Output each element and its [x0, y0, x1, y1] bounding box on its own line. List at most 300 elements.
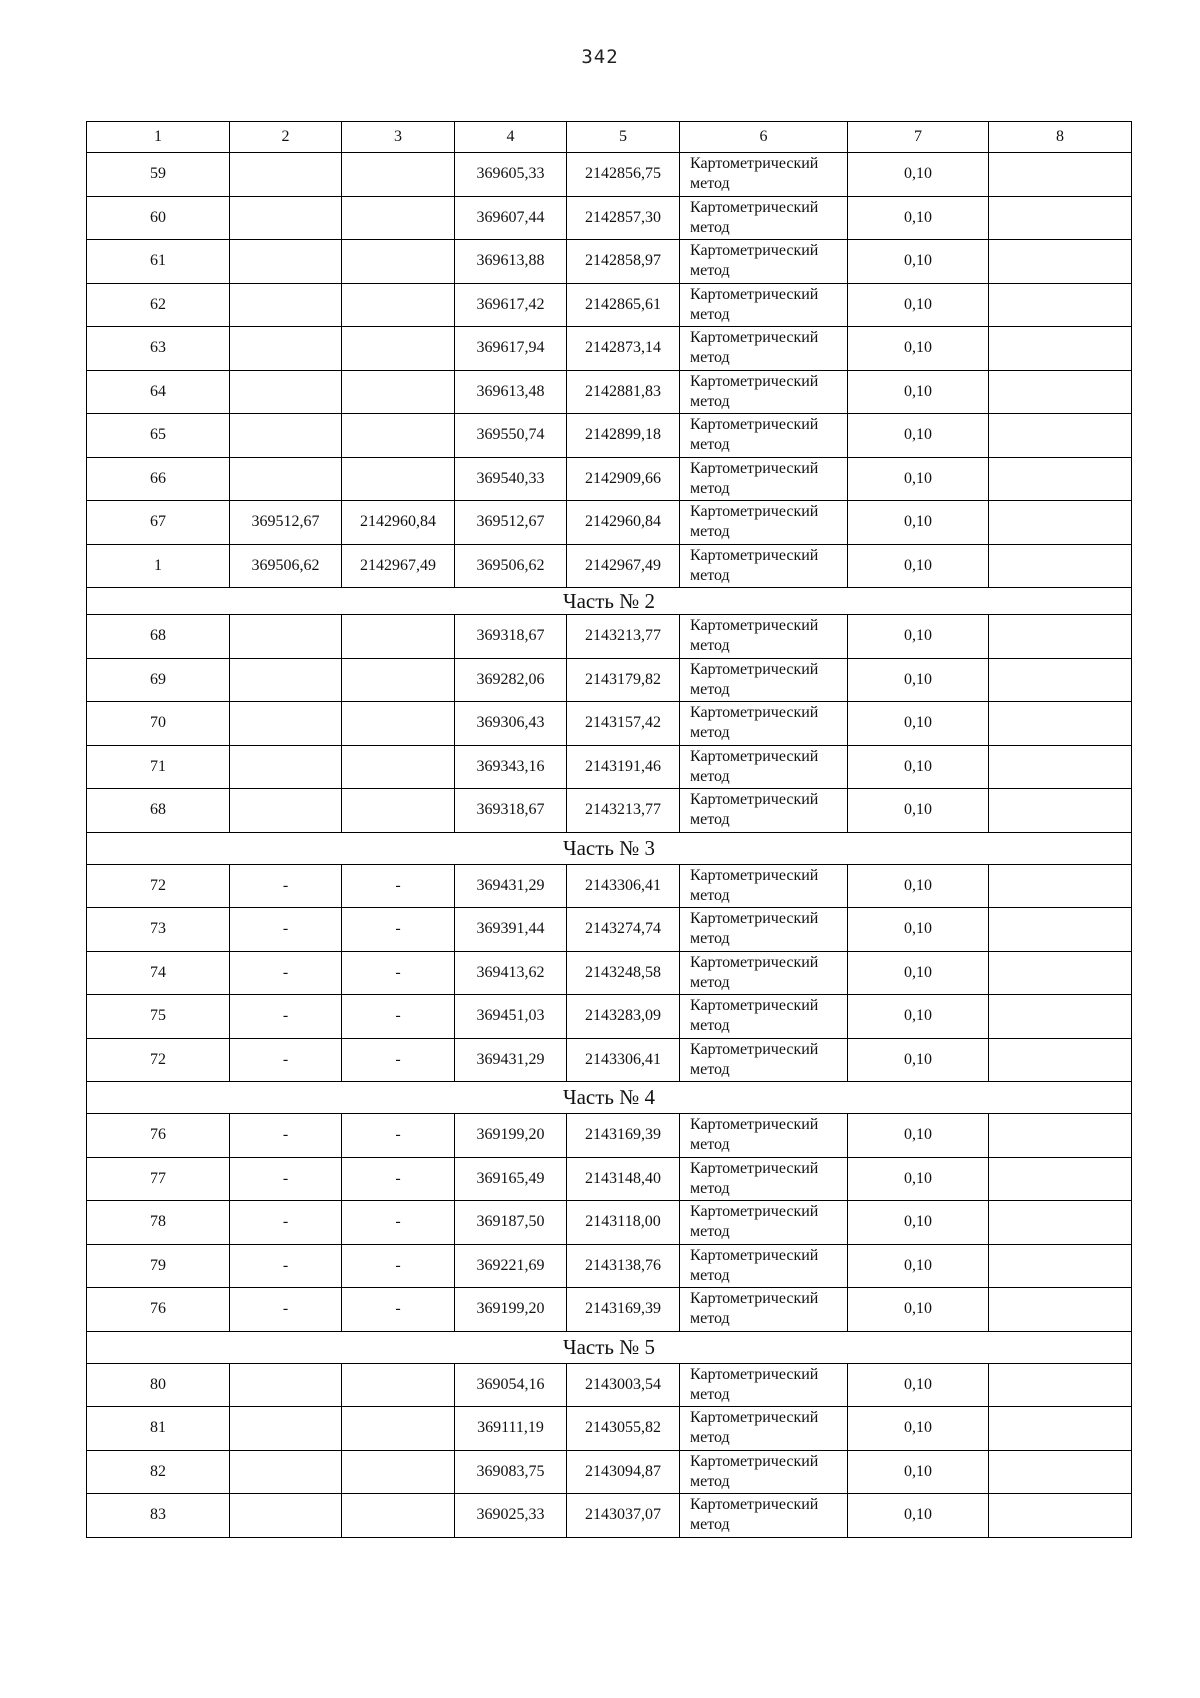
table-row: [87, 1244, 1132, 1288]
table-cell: 369391,44: [455, 908, 567, 952]
table-row: [87, 745, 1132, 789]
table-cell: [989, 658, 1132, 702]
table-cell: 72: [87, 1038, 230, 1082]
table-cell: [989, 196, 1132, 240]
table-cell: 2143179,82: [567, 658, 680, 702]
method-line-2: метод: [690, 1017, 730, 1034]
table-cell: [989, 1494, 1132, 1538]
table-cell: 0,10: [848, 702, 989, 746]
method-cell: [680, 327, 848, 371]
table-cell: [989, 370, 1132, 414]
method-cell: [680, 995, 848, 1039]
table-cell: 369413,62: [455, 951, 567, 995]
method-line-1: Картометрический: [690, 704, 819, 721]
table-cell: 0,10: [848, 658, 989, 702]
table-cell: [989, 615, 1132, 659]
method-cell: [680, 1494, 848, 1538]
table-row: [87, 327, 1132, 371]
table-cell: [230, 1407, 342, 1451]
method-line-2: метод: [690, 811, 730, 828]
table-cell: [230, 1494, 342, 1538]
method-line-2: метод: [690, 392, 730, 410]
table-cell: [342, 240, 455, 284]
method-line-2: метод: [690, 218, 730, 236]
table-cell: -: [230, 1038, 342, 1082]
method-line-1: Картометрический: [690, 372, 819, 390]
table-cell: 0,10: [848, 789, 989, 833]
column-header: 8: [989, 122, 1132, 153]
table-cell: 67: [87, 501, 230, 545]
table-row: [87, 789, 1132, 833]
table-row: [87, 951, 1132, 995]
method-cell: [680, 370, 848, 414]
table-cell: 82: [87, 1450, 230, 1494]
column-header: 1: [87, 122, 230, 153]
table-cell: 369199,20: [455, 1114, 567, 1158]
table-row: [87, 1494, 1132, 1538]
table-cell: 2143213,77: [567, 615, 680, 659]
table-cell: 69: [87, 658, 230, 702]
table-row: [87, 1114, 1132, 1158]
table-cell: 2142960,84: [342, 501, 455, 545]
table-cell: 369512,67: [230, 501, 342, 545]
method-line-2: метод: [690, 1472, 730, 1490]
table-cell: -: [342, 1288, 455, 1332]
table-cell: [989, 501, 1132, 545]
table-cell: 369550,74: [455, 414, 567, 458]
table-cell: 71: [87, 745, 230, 789]
table-cell: [342, 153, 455, 197]
table-row: [87, 544, 1132, 588]
table-cell: 0,10: [848, 1038, 989, 1082]
section-title-row: [87, 832, 1132, 864]
table-cell: -: [342, 995, 455, 1039]
table-cell: [989, 153, 1132, 197]
table-cell: -: [342, 1201, 455, 1245]
method-line-1: Картометрический: [690, 198, 819, 216]
table-row: [87, 615, 1132, 659]
table-cell: 2142960,84: [567, 501, 680, 545]
method-line-1: Картометрический: [690, 747, 819, 765]
table-cell: 369431,29: [455, 864, 567, 908]
method-line-2: метод: [690, 1223, 730, 1240]
table-cell: [230, 457, 342, 501]
table-cell: 74: [87, 951, 230, 995]
method-line-1: Картометрический: [690, 1246, 819, 1264]
table-cell: [989, 1157, 1132, 1201]
table-row: [87, 1288, 1132, 1332]
table-cell: -: [342, 1114, 455, 1158]
table-row: [87, 908, 1132, 952]
table-cell: 0,10: [848, 1114, 989, 1158]
column-header: 3: [342, 122, 455, 153]
method-line-2: метод: [690, 637, 730, 654]
table-cell: [989, 908, 1132, 952]
table-cell: [230, 702, 342, 746]
table-row: [87, 1407, 1132, 1451]
method-cell: [680, 501, 848, 545]
method-cell: [680, 544, 848, 588]
method-line-2: метод: [690, 1429, 730, 1446]
table-cell: 0,10: [848, 501, 989, 545]
table-row: [87, 370, 1132, 414]
table-cell: [342, 615, 455, 659]
method-line-2: метод: [690, 349, 730, 366]
table-cell: 2143094,87: [567, 1450, 680, 1494]
method-line-2: метод: [690, 1060, 730, 1078]
table-cell: 2142857,30: [567, 196, 680, 240]
table-cell: 2142881,83: [567, 370, 680, 414]
table-cell: 369025,33: [455, 1494, 567, 1538]
table-cell: [342, 789, 455, 833]
method-line-1: Картометрический: [690, 953, 819, 971]
method-line-1: Картометрический: [690, 1290, 819, 1307]
table-cell: 0,10: [848, 283, 989, 327]
method-line-2: метод: [690, 680, 730, 698]
table-cell: 63: [87, 327, 230, 371]
table-cell: [342, 196, 455, 240]
table-row: [87, 702, 1132, 746]
table-row: [87, 1157, 1132, 1201]
table-cell: 77: [87, 1157, 230, 1201]
table-cell: 62: [87, 283, 230, 327]
method-line-2: метод: [690, 479, 730, 497]
method-cell: [680, 864, 848, 908]
table-cell: [230, 327, 342, 371]
coordinates-table: [86, 121, 1132, 1538]
table-row: [87, 1450, 1132, 1494]
method-cell: [680, 658, 848, 702]
table-cell: 2142865,61: [567, 283, 680, 327]
table-cell: [230, 745, 342, 789]
table-cell: 0,10: [848, 196, 989, 240]
table-cell: 2143191,46: [567, 745, 680, 789]
table-cell: 0,10: [848, 457, 989, 501]
table-cell: 59: [87, 153, 230, 197]
table-cell: 0,10: [848, 1244, 989, 1288]
table-cell: 2143118,00: [567, 1201, 680, 1245]
table-cell: [989, 951, 1132, 995]
table-cell: 0,10: [848, 153, 989, 197]
table-cell: 2143055,82: [567, 1407, 680, 1451]
column-header: 5: [567, 122, 680, 153]
method-line-2: метод: [690, 724, 730, 741]
table-cell: 2143169,39: [567, 1114, 680, 1158]
table-row: [87, 240, 1132, 284]
table-cell: 369083,75: [455, 1450, 567, 1494]
table-cell: 369607,44: [455, 196, 567, 240]
table-cell: [989, 1288, 1132, 1332]
table-cell: [342, 457, 455, 501]
method-line-1: Картометрический: [690, 1365, 819, 1383]
table-cell: 68: [87, 615, 230, 659]
table-cell: 0,10: [848, 1450, 989, 1494]
table-cell: [230, 615, 342, 659]
column-header: 6: [680, 122, 848, 153]
table-cell: 2143274,74: [567, 908, 680, 952]
table-cell: 369613,48: [455, 370, 567, 414]
table-cell: 2142873,14: [567, 327, 680, 371]
table-cell: [989, 240, 1132, 284]
table-cell: [989, 702, 1132, 746]
table-cell: 369199,20: [455, 1288, 567, 1332]
table-row: [87, 153, 1132, 197]
table-cell: 70: [87, 702, 230, 746]
table-cell: 72: [87, 864, 230, 908]
table-row: [87, 196, 1132, 240]
table-cell: 64: [87, 370, 230, 414]
method-cell: [680, 1201, 848, 1245]
table-row: [87, 414, 1132, 458]
table-cell: 369165,49: [455, 1157, 567, 1201]
section-title: Часть № 5: [87, 1331, 1132, 1363]
table-cell: 2143306,41: [567, 1038, 680, 1082]
table-cell: 83: [87, 1494, 230, 1538]
table-body: [87, 122, 1132, 1538]
method-line-2: метод: [690, 305, 730, 323]
table-cell: 2143037,07: [567, 1494, 680, 1538]
table-cell: 78: [87, 1201, 230, 1245]
method-cell: [680, 240, 848, 284]
method-line-1: Картометрический: [690, 329, 819, 346]
table-cell: 2143169,39: [567, 1288, 680, 1332]
table-cell: 2142909,66: [567, 457, 680, 501]
table-row: [87, 864, 1132, 908]
table-cell: [342, 414, 455, 458]
table-cell: [230, 240, 342, 284]
method-line-1: Картометрический: [690, 546, 819, 564]
table-cell: 369343,16: [455, 745, 567, 789]
method-line-1: Картометрический: [690, 1409, 819, 1426]
table-cell: -: [230, 1288, 342, 1332]
table-cell: -: [230, 908, 342, 952]
table-cell: [989, 1114, 1132, 1158]
table-cell: [989, 1201, 1132, 1245]
column-header: 2: [230, 122, 342, 153]
method-line-2: метод: [690, 1179, 730, 1197]
table-cell: [230, 153, 342, 197]
table-cell: [989, 995, 1132, 1039]
method-cell: [680, 283, 848, 327]
table-cell: 1: [87, 544, 230, 588]
method-cell: [680, 1157, 848, 1201]
table-cell: -: [230, 951, 342, 995]
method-line-2: метод: [690, 262, 730, 279]
table-cell: 2143306,41: [567, 864, 680, 908]
table-row: [87, 995, 1132, 1039]
method-line-2: метод: [690, 886, 730, 904]
table-cell: 369318,67: [455, 615, 567, 659]
table-cell: 2143148,40: [567, 1157, 680, 1201]
method-cell: [680, 702, 848, 746]
column-header: 4: [455, 122, 567, 153]
table-cell: -: [342, 1244, 455, 1288]
section-title: Часть № 3: [87, 832, 1132, 864]
table-cell: 0,10: [848, 1407, 989, 1451]
table-cell: 76: [87, 1288, 230, 1332]
table-cell: [989, 457, 1132, 501]
table-cell: 2143003,54: [567, 1363, 680, 1407]
table-cell: [342, 658, 455, 702]
table-cell: -: [230, 995, 342, 1039]
method-line-1: Картометрический: [690, 459, 819, 477]
table-cell: [230, 1363, 342, 1407]
page-number: 342: [581, 46, 619, 68]
table-cell: [989, 789, 1132, 833]
method-line-1: Картометрический: [690, 1496, 819, 1513]
table-cell: 369506,62: [455, 544, 567, 588]
table-cell: 0,10: [848, 544, 989, 588]
table-cell: [230, 414, 342, 458]
table-cell: [989, 864, 1132, 908]
table-cell: [989, 1363, 1132, 1407]
table-row: [87, 1201, 1132, 1245]
method-line-2: метод: [690, 767, 730, 785]
table-cell: [342, 1363, 455, 1407]
method-cell: [680, 951, 848, 995]
table-cell: -: [230, 1201, 342, 1245]
method-cell: [680, 1288, 848, 1332]
method-cell: [680, 196, 848, 240]
table-cell: 369617,42: [455, 283, 567, 327]
table-cell: [230, 370, 342, 414]
method-cell: [680, 745, 848, 789]
table-cell: 0,10: [848, 745, 989, 789]
table-cell: 2143157,42: [567, 702, 680, 746]
table-cell: 2143213,77: [567, 789, 680, 833]
table-cell: 60: [87, 196, 230, 240]
method-line-1: Картометрический: [690, 1452, 819, 1470]
table-cell: -: [342, 1038, 455, 1082]
table-row: [87, 1038, 1132, 1082]
table-cell: 0,10: [848, 1363, 989, 1407]
table-cell: 75: [87, 995, 230, 1039]
table-cell: -: [230, 1114, 342, 1158]
table-cell: 369613,88: [455, 240, 567, 284]
method-line-1: Картометрический: [690, 1203, 819, 1220]
table-cell: 369451,03: [455, 995, 567, 1039]
method-line-1: Картометрический: [690, 285, 819, 303]
table-cell: 369187,50: [455, 1201, 567, 1245]
table-cell: 0,10: [848, 995, 989, 1039]
method-line-2: метод: [690, 175, 730, 192]
table-cell: 369054,16: [455, 1363, 567, 1407]
table-cell: 369540,33: [455, 457, 567, 501]
method-line-1: Картометрический: [690, 1159, 819, 1177]
table-header-row: [87, 122, 1132, 153]
method-line-1: Картометрический: [690, 660, 819, 678]
method-cell: [680, 457, 848, 501]
method-line-1: Картометрический: [690, 503, 819, 520]
table-cell: 81: [87, 1407, 230, 1451]
table-cell: 0,10: [848, 370, 989, 414]
section-title-row: [87, 1082, 1132, 1114]
method-line-1: Картометрический: [690, 1040, 819, 1058]
table-cell: -: [230, 1244, 342, 1288]
table-cell: 0,10: [848, 951, 989, 995]
table-cell: 73: [87, 908, 230, 952]
table-cell: [989, 414, 1132, 458]
table-cell: [230, 658, 342, 702]
table-cell: [342, 702, 455, 746]
table-cell: 2143248,58: [567, 951, 680, 995]
section-title-row: [87, 588, 1132, 615]
table-cell: 0,10: [848, 1201, 989, 1245]
method-line-1: Картометрический: [690, 910, 819, 927]
table-cell: [989, 1244, 1132, 1288]
table-cell: 2143283,09: [567, 995, 680, 1039]
table-row: [87, 1363, 1132, 1407]
section-title: Часть № 4: [87, 1082, 1132, 1114]
table-cell: 369617,94: [455, 327, 567, 371]
table-cell: 369306,43: [455, 702, 567, 746]
method-line-2: метод: [690, 566, 730, 584]
table-cell: [342, 1407, 455, 1451]
table-cell: [989, 1450, 1132, 1494]
table-cell: 369221,69: [455, 1244, 567, 1288]
table-cell: -: [342, 908, 455, 952]
table-row: [87, 658, 1132, 702]
method-cell: [680, 1114, 848, 1158]
method-cell: [680, 1244, 848, 1288]
table-cell: 0,10: [848, 615, 989, 659]
table-cell: [989, 327, 1132, 371]
table-row: [87, 457, 1132, 501]
table-cell: 2142899,18: [567, 414, 680, 458]
table-cell: 2142856,75: [567, 153, 680, 197]
table-row: [87, 501, 1132, 545]
table-cell: 0,10: [848, 1157, 989, 1201]
table-cell: 2142858,97: [567, 240, 680, 284]
method-line-2: метод: [690, 436, 730, 453]
method-cell: [680, 789, 848, 833]
table-cell: -: [230, 864, 342, 908]
table-cell: -: [230, 1157, 342, 1201]
table-cell: [342, 327, 455, 371]
method-cell: [680, 414, 848, 458]
table-cell: 2142967,49: [567, 544, 680, 588]
method-cell: [680, 1363, 848, 1407]
method-line-2: метод: [690, 1266, 730, 1284]
table-cell: 0,10: [848, 240, 989, 284]
table-cell: 369111,19: [455, 1407, 567, 1451]
method-line-2: метод: [690, 1385, 730, 1403]
table-cell: 76: [87, 1114, 230, 1158]
table-cell: [342, 370, 455, 414]
method-line-2: метод: [690, 1516, 730, 1533]
table-cell: [989, 1407, 1132, 1451]
table-cell: 369318,67: [455, 789, 567, 833]
method-line-2: метод: [690, 523, 730, 540]
method-line-1: Картометрический: [690, 416, 819, 433]
table-cell: -: [342, 1157, 455, 1201]
method-cell: [680, 615, 848, 659]
table-cell: [342, 1450, 455, 1494]
section-title: Часть № 2: [87, 588, 1132, 615]
table-cell: 0,10: [848, 864, 989, 908]
method-cell: [680, 908, 848, 952]
method-line-2: метод: [690, 973, 730, 991]
table-cell: [230, 1450, 342, 1494]
table-cell: 65: [87, 414, 230, 458]
table-cell: [989, 1038, 1132, 1082]
table-cell: 369506,62: [230, 544, 342, 588]
table-cell: [342, 1494, 455, 1538]
table-cell: [989, 745, 1132, 789]
method-cell: [680, 153, 848, 197]
table-cell: [342, 283, 455, 327]
method-line-1: Картометрический: [690, 155, 819, 172]
